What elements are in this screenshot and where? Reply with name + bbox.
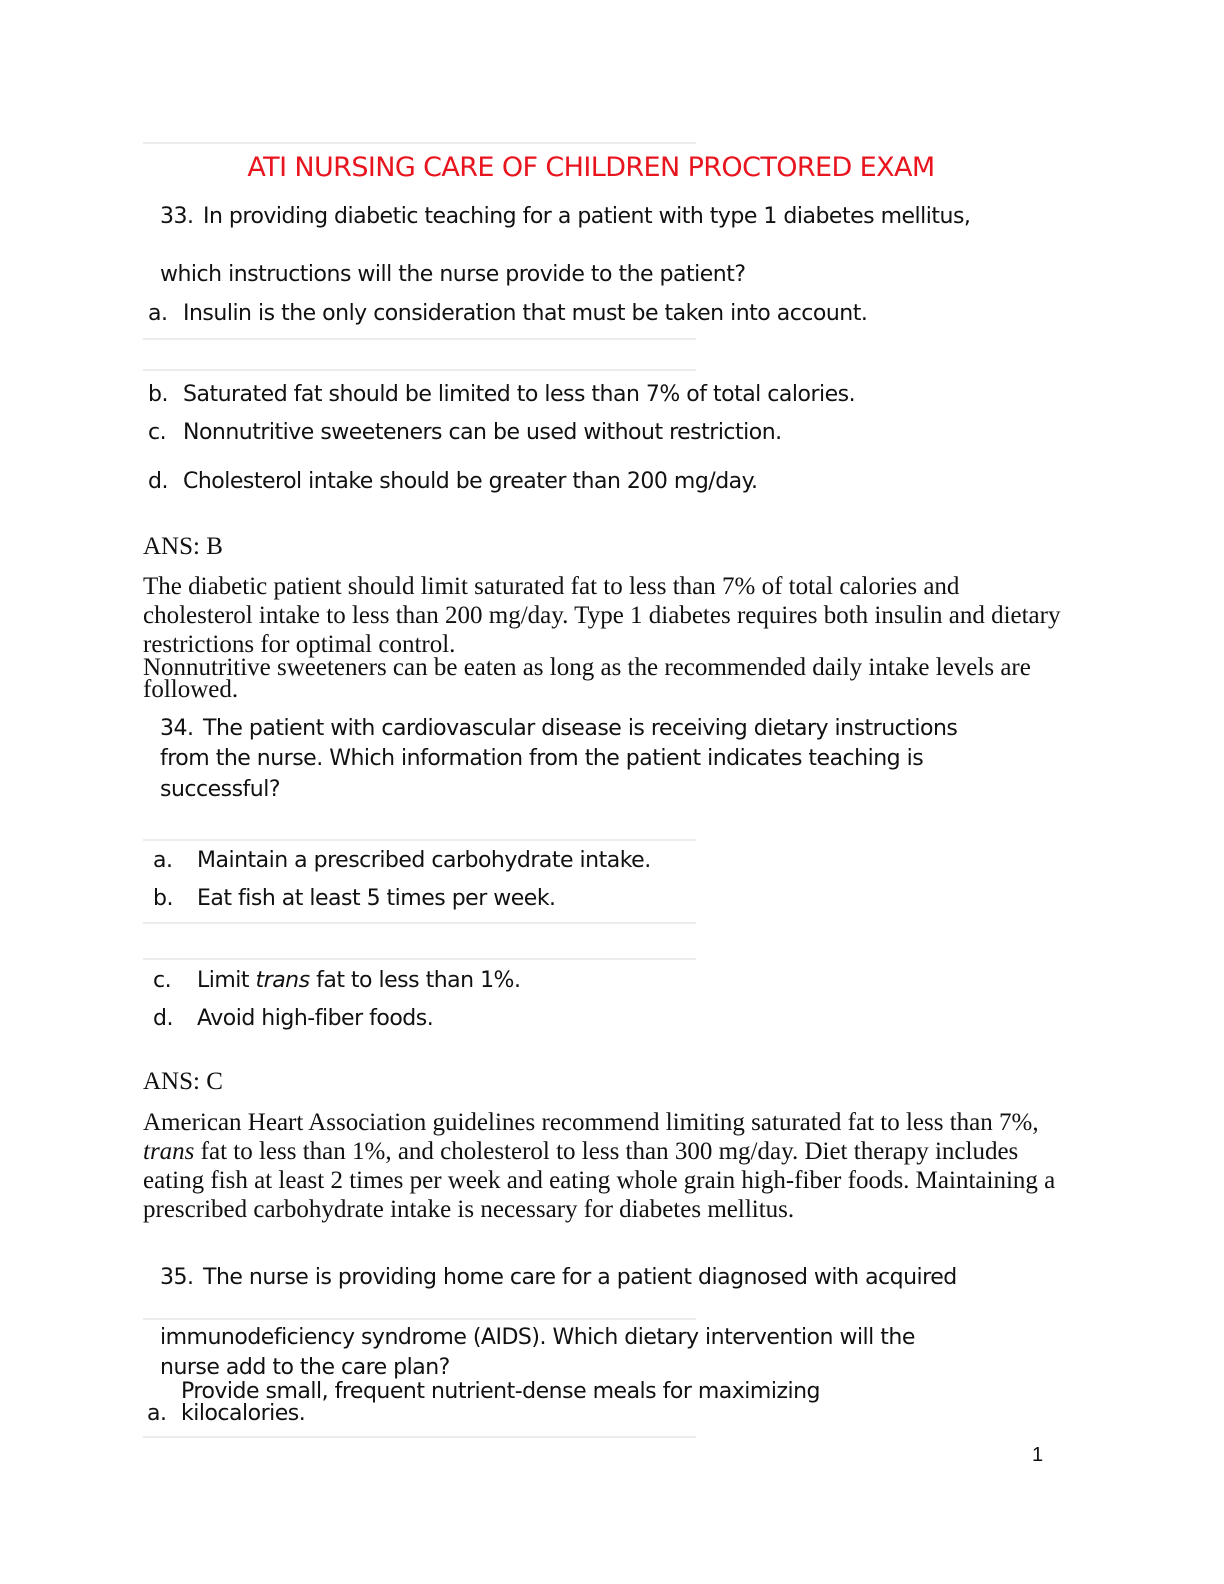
option-letter: d. bbox=[153, 1006, 173, 1031]
option-text-part: Limit bbox=[197, 968, 256, 993]
divider-line bbox=[143, 922, 696, 924]
question-number: 34. bbox=[160, 716, 194, 741]
option-letter: b. bbox=[153, 886, 173, 911]
question-number: 33. bbox=[160, 204, 194, 229]
question-stem-line: immunodeficiency syndrome (AIDS). Which dietary intervention will the bbox=[160, 1325, 915, 1350]
question-stem-line: The nurse is providing home care for a patient diagnosed with acquired bbox=[203, 1265, 957, 1290]
divider-line bbox=[143, 1436, 696, 1438]
option-letter: b. bbox=[148, 382, 168, 407]
question-stem-line: nurse add to the care plan? bbox=[160, 1355, 450, 1380]
option-letter: c. bbox=[148, 420, 167, 445]
option-letter: d. bbox=[148, 469, 168, 494]
divider-line bbox=[143, 369, 696, 371]
option-text: Maintain a prescribed carbohydrate intake. bbox=[197, 848, 651, 873]
option-text: kilocalories. bbox=[181, 1401, 306, 1426]
rationale-part: fat to less than 1%, and cholesterol to less than 300 mg/day. Diet therapy includes eating fish at least 2 times per week and eating whole grain high-fiber foods. Maintaining a prescribed carbohydrate intake is necessary for diabetes mellitus. bbox=[143, 1138, 1056, 1223]
option-text-part: fat to less than 1%. bbox=[309, 968, 521, 993]
option-text: Insulin is the only consideration that must be taken into account. bbox=[183, 301, 868, 326]
divider-line bbox=[143, 142, 696, 144]
divider-line bbox=[143, 1318, 696, 1320]
option-letter: a. bbox=[147, 1401, 167, 1426]
divider-line bbox=[143, 958, 696, 960]
question-stem-line: The patient with cardiovascular disease is receiving dietary instructions bbox=[203, 716, 958, 741]
rationale-text: The diabetic patient should limit saturated fat to less than 7% of total calories and cholesterol intake to less than 200 mg/day. Type 1 diabetes requires both insulin and dietary restrictions for optimal control. bbox=[143, 573, 1061, 658]
rationale-part: American Heart Association guidelines recommend limiting saturated fat to less than 7%, bbox=[143, 1109, 1039, 1136]
question-stem-line: successful? bbox=[160, 777, 281, 802]
option-letter: c. bbox=[153, 968, 172, 993]
option-text: Eat fish at least 5 times per week. bbox=[197, 886, 556, 911]
answer-label: ANS: C bbox=[143, 1068, 223, 1095]
option-letter: a. bbox=[148, 301, 168, 326]
question-stem-line: from the nurse. Which information from the patient indicates teaching is bbox=[160, 746, 924, 771]
option-text: Avoid high-fiber foods. bbox=[197, 1006, 434, 1031]
divider-line bbox=[143, 338, 696, 340]
option-text: Provide small, frequent nutrient-dense meals for maximizing bbox=[181, 1379, 821, 1404]
page-number: 1 bbox=[1032, 1444, 1044, 1466]
question-number: 35. bbox=[160, 1265, 194, 1290]
option-text: Saturated fat should be limited to less than 7% of total calories. bbox=[183, 382, 856, 407]
answer-label: ANS: B bbox=[143, 533, 223, 560]
option-text bbox=[197, 966, 520, 996]
option-letter: a. bbox=[153, 848, 173, 873]
question-stem-line: which instructions will the nurse provide to the patient? bbox=[160, 262, 746, 287]
option-text: Nonnutritive sweeteners can be used without restriction. bbox=[183, 420, 782, 445]
rationale-text: Nonnutritive sweeteners can be eaten as long as the recommended daily intake levels are followed. bbox=[143, 654, 1031, 703]
question-stem-line: In providing diabetic teaching for a patient with type 1 diabetes mellitus, bbox=[203, 204, 971, 229]
option-text: Cholesterol intake should be greater than 200 mg/day. bbox=[183, 469, 758, 494]
rationale-text bbox=[143, 1108, 1073, 1224]
rationale-italic: trans bbox=[143, 1138, 195, 1165]
page-title: ATI NURSING CARE OF CHILDREN PROCTORED EXAM bbox=[247, 152, 935, 183]
option-text-italic: trans bbox=[255, 968, 310, 993]
divider-line bbox=[143, 839, 696, 841]
